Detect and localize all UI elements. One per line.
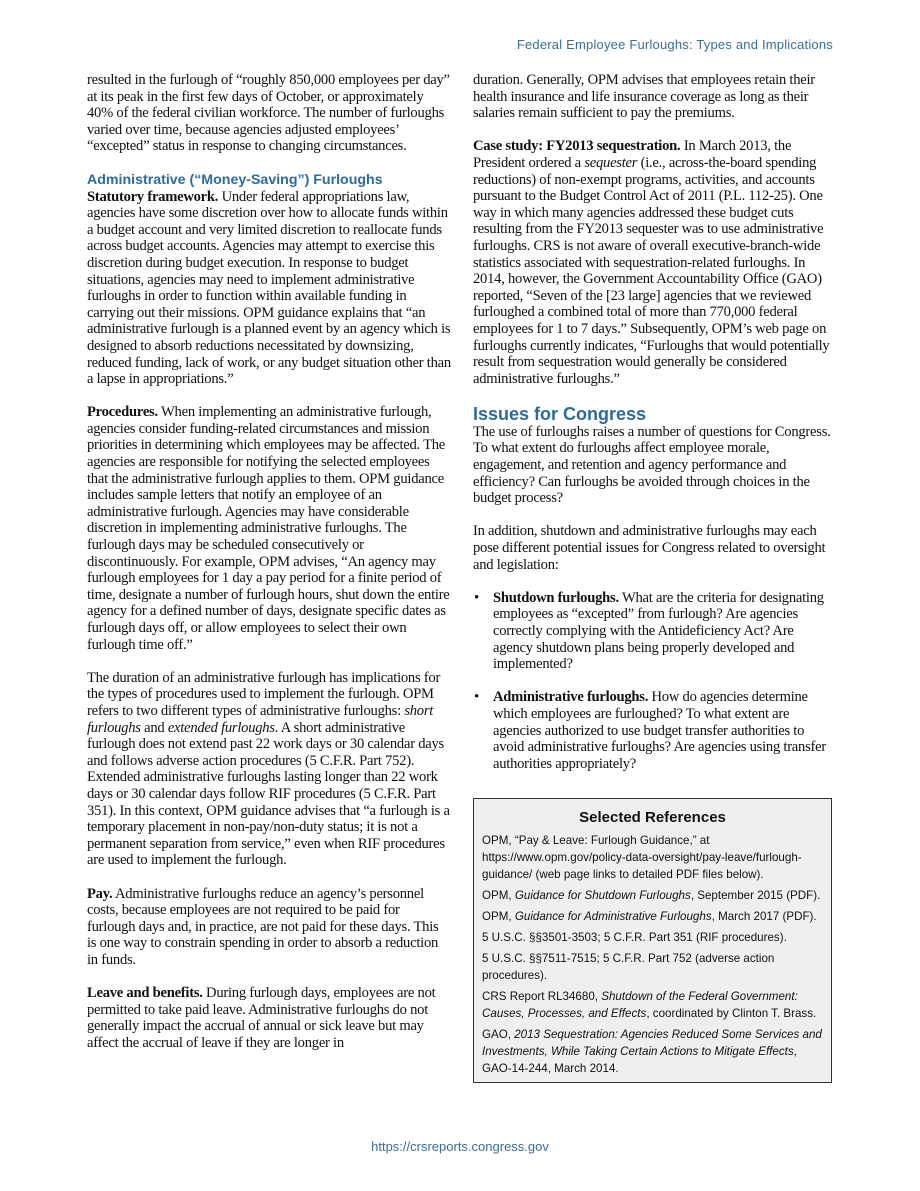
ref6-prefix: CRS Report RL34680, <box>482 990 602 1003</box>
text-case-study-b: (i.e., across-the-board spending reductions) of non-exempt programs, activities, and accounts pursuant to the Budget Control Act of 2011 (P.L. 112-25). One way in which many agencies addressed these budget cuts resulting from the FY2013 sequester was to use administrative furloughs. CRS is not aware of overall executive-branch-wide statistics associated with sequestration-related furloughs. In 2014, however, the Government Accountability Office (GAO) reported, “Seven of the [23 large] agencies that we reviewed furloughed a combined total of more than 770,000 federal employees for 1 to 7 days.” Subsequently, OPM’s web page on furloughs currently indicates, “Furloughs that would potentially result from sequestration would generally be considered administrative furloughs.” <box>473 154 830 387</box>
references-title: Selected References <box>579 809 726 826</box>
reference-crs-rl34680 <box>482 988 823 1022</box>
ref2-suffix: , September 2015 (PDF). <box>690 889 821 902</box>
reference-usc-7511: 5 U.S.C. §§7511-7515; 5 C.F.R. Part 752 (adverse action procedures). <box>482 952 775 982</box>
bullet-administrative-furloughs <box>473 689 835 772</box>
reference-gao-14-244 <box>482 1026 823 1077</box>
reference-opm-furlough-guidance: OPM, “Pay & Leave: Furlough Guidance,” at https://www.opm.gov/policy-data-oversight/pay-leave/furlough-guidance/ (web page links to detailed PDF files below). <box>482 834 802 881</box>
text-statutory-framework: Under federal appropriations law, agencies have some discretion over how to allocate funds within a budget account and very limited discretion to reallocate funds across budget accounts. Agencies may attempt to exercise this discretion during budget execution. In response to budget situations, agencies may need to implement administrative furloughs in order to function within available funding in carrying out their missions. OPM guidance explains that “an administrative furlough is a planned event by an agency which is designed to absorb reductions necessitated by downsizing, reduced funding, lack of work, or any budget situation other than a lapse in appropriations.” <box>87 188 451 388</box>
ref6-suffix: , coordinated by Clinton T. Brass. <box>646 1007 817 1020</box>
ref6-title: Shutdown of the Federal Government: Causes, Processes, and Effects <box>482 990 798 1020</box>
lead-leave-benefits: Leave and benefits. <box>87 985 203 1002</box>
ref7-prefix: GAO, <box>482 1028 515 1041</box>
ref7-title: 2013 Sequestration: Agencies Reduced Some Services and Investments, While Taking Certain Actions to Mitigate Effects <box>482 1028 822 1058</box>
lead-case-study: Case study: FY2013 sequestration. <box>473 138 681 155</box>
paragraph-leave-benefits <box>87 985 451 1051</box>
ref2-title: Guidance for Shutdown Furloughs <box>514 889 691 902</box>
bullet-shutdown-furloughs <box>473 590 835 673</box>
lead-administrative-furloughs: Administrative furloughs. <box>493 689 649 706</box>
paragraph-issues-addition: In addition, shutdown and administrative furloughs may each pose different potential issues for Congress related to oversight and legislation: <box>473 523 826 573</box>
reference-usc-3501: 5 U.S.C. §§3501-3503; 5 C.F.R. Part 351 (RIF procedures). <box>482 931 787 944</box>
section-heading-administrative-furloughs: Administrative (“Money-Saving”) Furloughs <box>87 171 383 188</box>
term-short-furloughs: short furloughs <box>87 702 434 736</box>
lead-shutdown-furloughs: Shutdown furloughs. <box>493 589 619 606</box>
paragraph-case-study <box>473 138 835 387</box>
paragraph-issues-intro: The use of furloughs raises a number of questions for Congress. To what extent do furloughs affect employee morale, engagement, and retention and agency performance and efficiency? Can furloughs be avoided through choices in the budget process? <box>473 423 831 507</box>
paragraph-pay <box>87 886 451 969</box>
term-extended-furloughs: extended furloughs <box>167 719 275 736</box>
ref2-prefix: OPM, <box>482 889 515 902</box>
issues-bullet-list <box>473 590 835 773</box>
ref3-suffix: , March 2017 (PDF). <box>711 910 817 923</box>
paragraph-shutdown-continued: resulted in the furlough of “roughly 850,000 employees per day” at its peak in the first few days of October, or approximately 40% of the federal civilian workforce. The number of furloughs varied over time, because agencies adjusted employees’ “excepted” status in response to changing circumstances. <box>87 72 450 155</box>
left-column <box>87 72 451 1051</box>
text-pay: Administrative furloughs reduce an agency’s personnel costs, because employees are not required to be paid for furlough days and, in practice, are not paid for these days. This is one way to constrain spending in order to absorb a reduction in funds. <box>87 885 439 968</box>
selected-references-box <box>473 798 832 1083</box>
text-shutdown-furloughs: What are the criteria for designating employees as “excepted” from furlough? Are agencies correctly complying with the Antideficiency Act? Are agency shutdown plans being properly developed and implemented? <box>493 589 824 673</box>
lead-pay: Pay. <box>87 885 113 902</box>
lead-statutory-framework: Statutory framework. <box>87 188 219 205</box>
text-case-study-a: In March 2013, the President ordered a <box>473 138 792 171</box>
footer-url[interactable]: https://crsreports.congress.gov <box>371 1139 549 1154</box>
ref3-prefix: OPM, <box>482 910 515 923</box>
lead-procedures: Procedures. <box>87 404 158 421</box>
ref7-suffix: , GAO-14-244, March 2014. <box>482 1045 797 1075</box>
ref3-title: Guidance for Administrative Furloughs <box>514 910 712 923</box>
reference-opm-administrative-guidance <box>482 908 823 925</box>
reference-opm-shutdown-guidance <box>482 887 823 904</box>
text-procedures: When implementing an administrative furlough, agencies consider funding-related circumstances and mission priorities in determining which employees may be affected. The agencies are responsible for notifying the selected employees that the administrative furlough applies to them. OPM guidance includes sample letters that notify an employee of an administrative furlough. Agencies may have considerable discretion in implementing administrative furloughs. The furlough days may be scheduled consecutively or discontinuously. For example, OPM advises, “An agency may furlough employees for 1 day a pay period for a finite period of time, designate a number of furlough hours, shut down the entire agency for a defined number of days, designate specific dates as furlough days off, or allow employees to select their own furlough time off.” <box>87 404 450 653</box>
paragraph-procedures <box>87 404 451 653</box>
text-administrative-furloughs: How do agencies determine which employees are furloughed? To what extent are agencies authorized to use budget transfer authorities to avoid administrative furloughs? Are agencies using transfer authorities appropriately? <box>493 689 826 772</box>
paragraph-duration <box>87 670 451 869</box>
section-heading-issues-for-congress: Issues for Congress <box>473 403 647 424</box>
paragraph-statutory-framework <box>87 189 451 388</box>
running-head-title: Federal Employee Furloughs: Types and Implications <box>516 37 833 52</box>
text-duration-and: and <box>140 719 168 736</box>
term-sequester: sequester <box>584 154 638 171</box>
text-duration-a: The duration of an administrative furlough has implications for the types of procedures used to implement the furlough. OPM refers to two different types of administrative furloughs: <box>87 669 441 719</box>
right-column <box>473 72 835 789</box>
text-leave-benefits: During furlough days, employees are not permitted to take paid leave. Administrative furloughs do not generally impact the accrual of annual or sick leave but may affect the accrual of leave if they are longer in <box>87 985 436 1051</box>
text-duration-b: . A short administrative furlough does not extend past 22 work days or 30 calendar days and follows adverse action procedures (5 C.F.R. Part 752). Extended administrative furloughs lasting longer than 22 work days or 30 calendar days follow RIF procedures (5 C.F.R. Part 351). In this context, OPM guidance advises that “a furlough is a temporary placement in non-pay/non-duty status; it is not a permanent separation from service,” even when RIF procedures are used to implement the furlough. <box>87 719 450 869</box>
paragraph-leave-continued: duration. Generally, OPM advises that employees retain their health insurance and life insurance coverage as long as their salaries remain sufficient to pay the premiums. <box>473 72 815 122</box>
